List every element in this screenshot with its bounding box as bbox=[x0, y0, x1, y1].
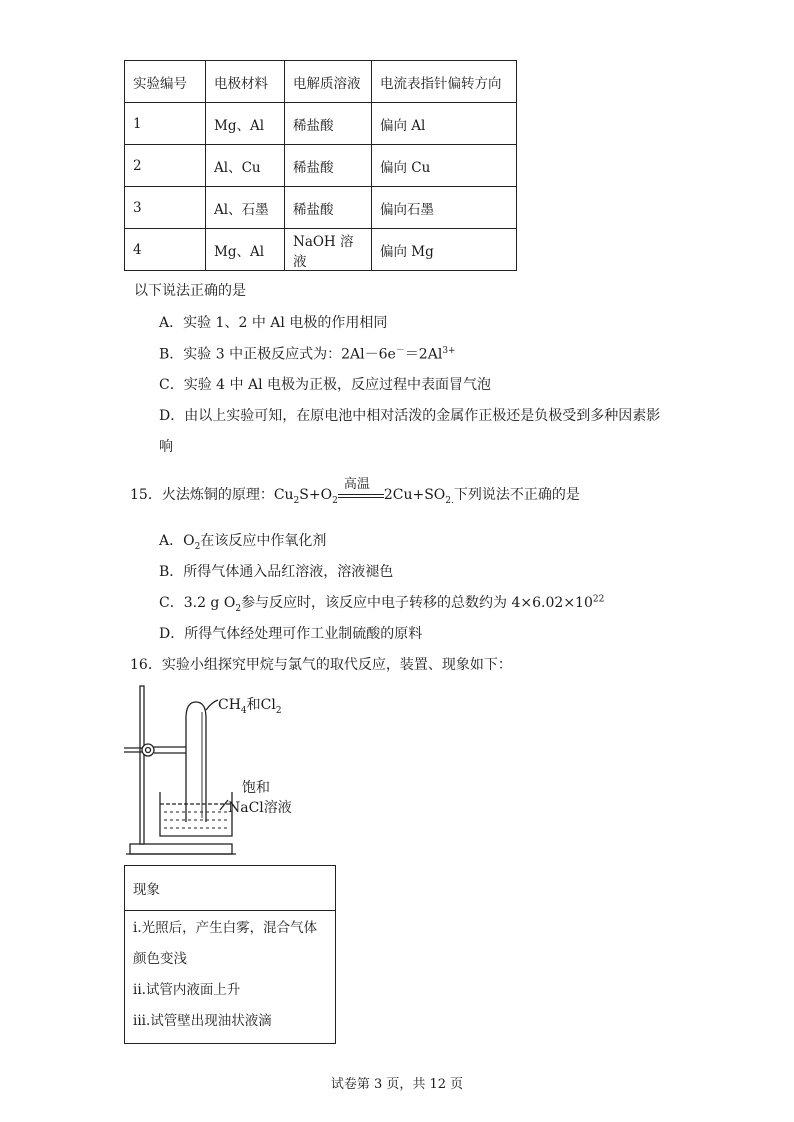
gas-label-sub2: 2 bbox=[275, 705, 282, 716]
table-cell: 稀盐酸 bbox=[285, 103, 372, 145]
stand-base bbox=[130, 844, 232, 854]
phenomenon-line: i.光照后，产生白雾，混合气体 bbox=[133, 920, 318, 936]
q14-option-b-electron-charge: － bbox=[395, 346, 405, 356]
q14-option-d-line2: 响 bbox=[159, 439, 173, 455]
q14-stem: 以下说法正确的是 bbox=[134, 283, 246, 299]
table-cell: 偏向 Mg bbox=[372, 229, 517, 271]
table-row bbox=[125, 187, 517, 229]
q15-products: 2Cu+SO bbox=[383, 487, 446, 503]
q15-option-c-post: 参与反应时，该反应中电子转移的总数约为 4×6.02×10 bbox=[241, 595, 593, 611]
q15-option-a-post: 在该反应中作氧化剂 bbox=[200, 533, 327, 549]
q15-option-a-sub: 2 bbox=[194, 541, 201, 552]
table-cell: Al、石墨 bbox=[206, 187, 285, 229]
table-cell: 稀盐酸 bbox=[285, 145, 372, 187]
table-cell: Mg、Al bbox=[206, 229, 285, 271]
page-footer: 试卷第 3 页，共 12 页 bbox=[330, 1077, 464, 1092]
q15-prefix: 15．火法炼铜的原理：Cu bbox=[130, 487, 294, 503]
q15-o-subscript: 2 bbox=[332, 495, 338, 506]
q14-option-b-text: B．实验 3 中正极反应式为：2Al－6e bbox=[159, 346, 396, 363]
table-cell: 4 bbox=[125, 229, 206, 271]
q14-option-b bbox=[159, 343, 456, 364]
q15-option-c-exponent: 22 bbox=[592, 594, 605, 605]
phenomena-body bbox=[125, 911, 336, 1044]
table-cell: 偏向 Al bbox=[372, 103, 517, 145]
solution-label-leader bbox=[220, 800, 228, 810]
header-cell: 电极材料 bbox=[206, 61, 285, 103]
q15-suffix: 下列说法不正确的是 bbox=[453, 487, 580, 503]
phenomena-table bbox=[124, 865, 336, 1044]
q14-option-c: C．实验 4 中 Al 电极为正极，反应过程中表面冒气泡 bbox=[159, 377, 492, 393]
table-cell: 偏向 Cu bbox=[372, 145, 517, 187]
phenomena-body-row bbox=[125, 911, 336, 1044]
table-cell: 偏向石墨 bbox=[372, 187, 517, 229]
q14-option-d-line1: D．由以上实验可知，在原电池中相对活泼的金属作正极还是负极受到多种因素影 bbox=[159, 408, 661, 424]
table-cell: 3 bbox=[125, 187, 206, 229]
clamp-knob bbox=[142, 744, 154, 756]
experiment-table bbox=[124, 60, 517, 271]
q15-cu-subscript: 2 bbox=[293, 495, 300, 506]
q15-option-c-pre: C．3.2 g O bbox=[159, 595, 236, 611]
q15-option-b: B．所得气体通入品红溶液，溶液褪色 bbox=[159, 564, 394, 580]
gas-label-mid: 和Cl bbox=[246, 697, 276, 713]
table-row bbox=[125, 103, 517, 145]
table-cell: Mg、Al bbox=[206, 103, 285, 145]
phenomenon-line: iii.试管壁出现油状液滴 bbox=[133, 1013, 272, 1029]
phenomena-header: 现象 bbox=[125, 866, 336, 911]
q15-option-a-pre: A．O bbox=[159, 533, 195, 549]
table-cell: 1 bbox=[125, 103, 206, 145]
phenomenon-line: ii.试管内液面上升 bbox=[133, 982, 241, 998]
table-cell: NaOH 溶液 bbox=[285, 229, 372, 271]
q15-stem bbox=[130, 477, 580, 506]
equals-sign-icon bbox=[338, 494, 384, 498]
table-cell: 稀盐酸 bbox=[285, 187, 372, 229]
q15-option-d: D．所得气体经处理可作工业制硫酸的原料 bbox=[159, 626, 423, 642]
phenomenon-line: 颜色变浅 bbox=[133, 951, 187, 967]
gas-label-leader bbox=[206, 700, 218, 710]
stand-rod bbox=[140, 686, 144, 844]
q14-option-b-ion-charge: 3+ bbox=[442, 346, 456, 356]
solution-label-line1: 饱和 bbox=[242, 780, 270, 796]
q15-reactant: S+O bbox=[299, 487, 333, 503]
table-row bbox=[125, 145, 517, 187]
q16-stem: 16．实验小组探究甲烷与氯气的取代反应，装置、现象如下： bbox=[130, 657, 512, 673]
gas-label-ch: CH bbox=[218, 697, 241, 713]
q15-option-c bbox=[159, 592, 604, 614]
q14-option-a: A．实验 1、2 中 Al 电极的作用相同 bbox=[159, 315, 388, 331]
table-cell: 2 bbox=[125, 145, 206, 187]
reaction-condition: 高温 bbox=[343, 477, 370, 492]
gas-label-sub4: 4 bbox=[240, 705, 247, 716]
q15-option-a bbox=[159, 530, 326, 552]
header-cell: 电解质溶液 bbox=[285, 61, 372, 103]
q15-so-subscript: 2. bbox=[445, 495, 454, 506]
table-header-row bbox=[125, 61, 517, 103]
q14-option-b-product: ＝2Al bbox=[404, 346, 443, 363]
phenomena-header-row bbox=[125, 866, 336, 911]
table-cell: Al、Cu bbox=[206, 145, 285, 187]
q15-option-c-sub: 2 bbox=[235, 603, 242, 614]
reaction-arrow bbox=[338, 477, 384, 502]
table-row bbox=[125, 229, 517, 271]
gas-label bbox=[218, 694, 282, 716]
header-cell: 电流表指针偏转方向 bbox=[372, 61, 517, 103]
header-cell: 实验编号 bbox=[125, 61, 206, 103]
solution-label-line2: NaCl溶液 bbox=[228, 800, 292, 816]
